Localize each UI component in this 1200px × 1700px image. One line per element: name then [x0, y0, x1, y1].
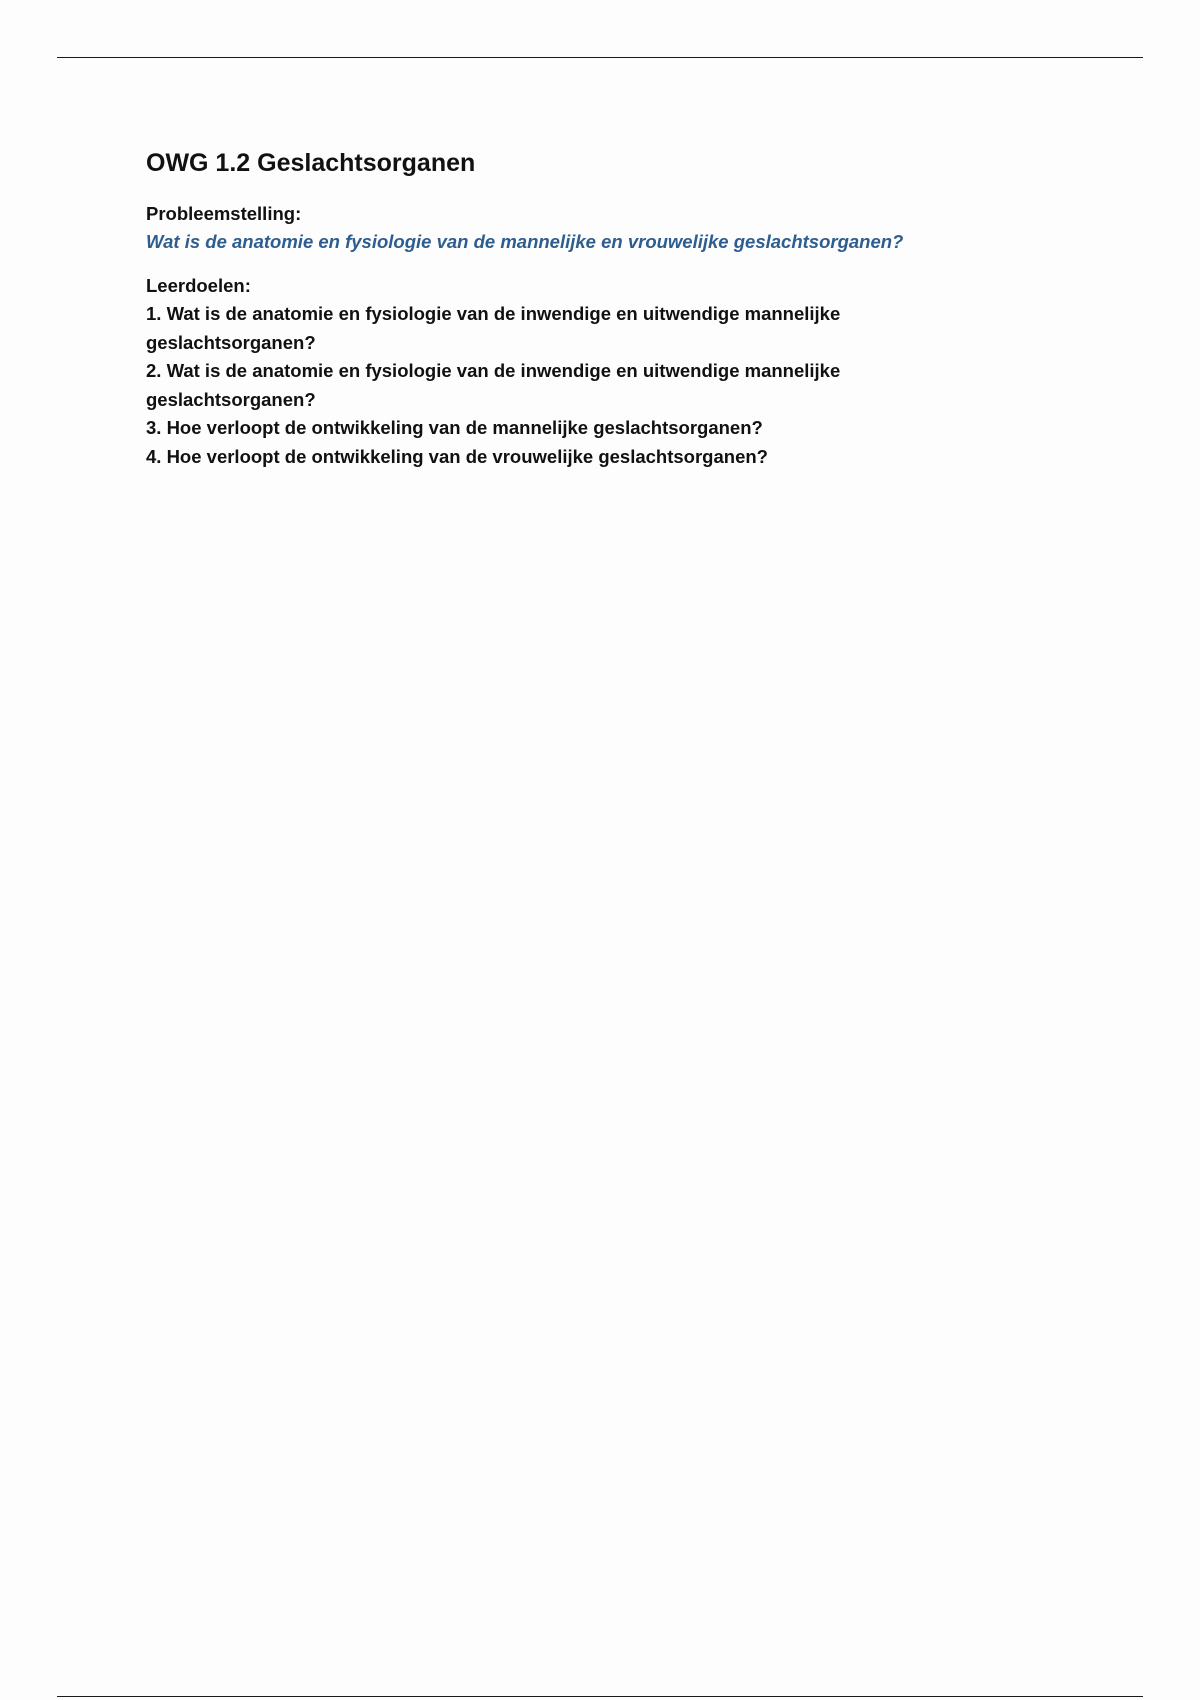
- problem-statement: Wat is de anatomie en fysiologie van de mannelijke en vrouwelijke geslachtsorganen?: [146, 231, 904, 252]
- goals-label: Leerdoelen:: [146, 275, 251, 296]
- learning-goals-list: [146, 300, 906, 471]
- learning-goal-item: 2. Wat is de anatomie en fysiologie van de inwendige en uitwendige mannelijke geslachtsorganen?: [146, 360, 841, 410]
- page-title: OWG 1.2 Geslachtsorganen: [146, 149, 476, 177]
- learning-goal-item: 3. Hoe verloopt de ontwikkeling van de mannelijke geslachtsorganen?: [146, 417, 763, 438]
- header-rule: [57, 57, 1143, 58]
- problem-label: Probleemstelling:: [146, 203, 302, 224]
- footer-rule: [57, 1696, 1143, 1697]
- learning-goal-item: 1. Wat is de anatomie en fysiologie van de inwendige en uitwendige mannelijke geslachtsorganen?: [146, 303, 841, 353]
- document-body: [146, 146, 1146, 471]
- learning-goal-item: 4. Hoe verloopt de ontwikkeling van de vrouwelijke geslachtsorganen?: [146, 445, 768, 467]
